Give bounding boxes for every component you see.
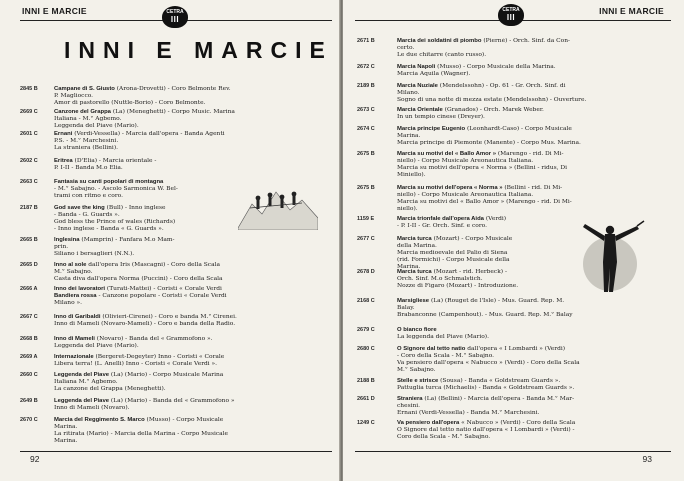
entry-title: Inno di Mameli <box>54 336 95 342</box>
entry-text: (Olivieri-Cirenei) - Coro e banda M.° Cirenei. <box>100 314 237 320</box>
entry-text: (Marengo - rid. Di Mi- <box>495 151 564 157</box>
entry-title: Inno di Garibaldi <box>54 314 101 320</box>
entry-description <box>397 38 657 59</box>
catalog-number: 2669 C <box>20 109 38 115</box>
entry-line <box>54 424 324 431</box>
entry-text: P.S. - M.° Marchesini. <box>54 138 119 145</box>
entry-line <box>54 300 324 307</box>
entry-text: (La) (Bellini) - Marcia dell'opera - Banda M.° Mar- <box>422 396 575 402</box>
entry-title: Stelle e strisce <box>397 378 439 384</box>
entry-text: (Pierné) - Orch. Sinf. da Con- <box>481 38 570 44</box>
entry-text: (La) (Rouget de l'Isle) - Mus. Guard. Rep. M. <box>429 298 565 304</box>
entry-title: Marcia dei soldatini di piombo <box>397 38 482 44</box>
footer-rule-left <box>20 451 332 452</box>
entry-text: trami con ritmo e coro. <box>54 193 123 200</box>
entry-line <box>397 90 657 97</box>
catalog-number: 2680 C <box>357 346 375 352</box>
entry-text: prin. <box>54 244 69 251</box>
entry-text: La ritirata (Mario) - Marcia della Marina - Corpo Musicale <box>54 431 229 438</box>
entry-text: Leggenda del Piave (Mario). <box>54 343 139 350</box>
entry-text: - P. I-II - Gr. Orch. Sinf. e coro. <box>397 223 487 230</box>
entry-description <box>54 109 324 130</box>
entry-line <box>397 83 657 90</box>
entry-line <box>397 410 657 417</box>
page-number-right: 93 <box>642 454 652 464</box>
entry-line <box>54 269 324 276</box>
entry-text: (Musso) - Corpo Musicale <box>144 417 224 423</box>
entry-text: dall'opera « I Lombardi » (Verdi) <box>465 346 566 352</box>
entry-line <box>397 165 657 172</box>
entry-text: Marina. <box>54 438 78 445</box>
entry-description <box>54 417 324 445</box>
entry-line <box>397 305 657 312</box>
entry-line <box>54 93 324 100</box>
entry-title: Va pensiero dall'opera <box>397 420 460 426</box>
entry-text: Inno di Mameli (Novaro). <box>54 405 130 412</box>
entry-text: (Mamprin) - Fanfara M.o Mam- <box>79 237 175 243</box>
entry-line <box>54 109 324 116</box>
entry-title: Marcia trionfale dall'opera Aida <box>397 216 484 222</box>
catalog-number: 2665 B <box>20 237 38 243</box>
entry-text: (Bull) - Inno inglese <box>104 205 166 211</box>
catalog-number: 2679 C <box>357 327 375 333</box>
entry-line <box>54 398 324 405</box>
entry-line <box>54 361 324 368</box>
catalog-number: 2189 B <box>357 83 375 89</box>
entry-text: Balay. <box>397 305 415 312</box>
entry-text: La canzone del Grappa (Meneghetti). <box>54 386 166 393</box>
entry-title: Canzone del Grappa <box>54 109 111 115</box>
entry-text: (Bergeret-Degeyter) Inno - Coristi « Corale <box>93 354 225 360</box>
entry-description <box>54 237 324 258</box>
catalog-number: 2666 A <box>20 286 38 292</box>
catalog-number: 2665 D <box>20 262 38 268</box>
left-page <box>0 0 340 481</box>
catalog-number: 2188 B <box>357 378 375 384</box>
mountain-hikers-illustration <box>238 178 318 230</box>
entry-line <box>54 438 324 445</box>
entry-line <box>397 360 657 367</box>
entry-text: - Inno inglese - Banda « G. Guards ». <box>54 226 164 233</box>
entry-line <box>54 165 324 172</box>
catalog-number: 2673 C <box>357 107 375 113</box>
entry-line <box>397 346 657 353</box>
entry-text: Miniello). <box>397 172 426 179</box>
entry-description <box>397 346 657 374</box>
entry-line <box>54 145 324 152</box>
entry-line <box>54 251 324 258</box>
catalog-number: 2668 B <box>20 336 38 342</box>
entry-text: (Sousa) - Banda « Goldstream Guards ». <box>438 378 561 384</box>
entry-line <box>54 379 324 386</box>
entry-line <box>397 140 657 147</box>
entry-description <box>397 126 657 147</box>
entry-line <box>397 185 657 192</box>
entry-text: della Marina. <box>397 243 437 250</box>
entry-line <box>397 312 657 319</box>
entry-line <box>397 192 657 199</box>
entry-text: certo. <box>397 45 415 52</box>
entry-line <box>397 385 657 392</box>
entry-text: (Turati-Mattei) - Coristi « Corale Verdi <box>105 286 222 292</box>
label-logo-icon: CETRA III <box>162 6 188 28</box>
entry-title: O bianco fiore <box>397 327 437 333</box>
entry-text: (Arona-Drovetti) - Coro Belmonte Rev. <box>114 86 231 92</box>
catalog-number: 2663 C <box>20 179 38 185</box>
entry-text: (Verdi) <box>483 216 507 222</box>
entry-text: Marcia Aquila (Wagner). <box>397 71 471 78</box>
entry-text: Marcia su motivi del « Ballo Amor » (Marengo - rid. Di Mi- <box>397 199 572 206</box>
entry-title: Inglesina <box>54 237 80 243</box>
entry-line <box>54 244 324 251</box>
running-head-left: INNI E MARCIE <box>22 6 87 16</box>
entry-text: Orch. Sinf. M.o Schmalstich. <box>397 276 483 283</box>
entry-description <box>54 314 324 328</box>
entry-line <box>397 420 657 427</box>
entry-text: (La) (Mario) - Corpo Musicale Marina <box>109 372 224 378</box>
entry-text: (Mendelssohn) - Op. 61 - Gr. Orch. Sinf. di <box>437 83 566 89</box>
entry-line <box>54 286 324 293</box>
entry-line <box>54 262 324 269</box>
entry-text: Ernani (Verdi-Vessella) - Banda M.° Marchesini. <box>397 410 540 417</box>
entry-line <box>54 321 324 328</box>
catalog-number: 2601 C <box>20 131 38 137</box>
label-logo-icon: CETRA III <box>498 4 524 26</box>
entry-text: (Novaro) - Banda del « Grammofono ». <box>94 336 213 342</box>
entry-line <box>54 336 324 343</box>
entry-line <box>54 237 324 244</box>
entry-title: Ernani <box>54 131 73 137</box>
entry-line <box>397 403 657 410</box>
catalog-number: 2187 B <box>20 205 38 211</box>
entry-text: La straniera (Bellini). <box>54 145 118 152</box>
entry-line <box>397 158 657 165</box>
entry-text: Marcia medioevale del Palio di Siena <box>397 250 508 257</box>
catalog-number: 2675 B <box>357 151 375 157</box>
entry-line <box>397 151 657 158</box>
entry-text: (rid. Formichi) - Corpo Musicale della <box>397 257 510 264</box>
entry-title: Marcia principe Eugenio <box>397 126 466 132</box>
catalog-number: 2677 C <box>357 236 375 242</box>
entry-text: Inno di Mameli (Novaro-Mameli) - Coro e banda della Radio. <box>54 321 236 328</box>
entry-title: Marcia Napoli <box>397 64 436 70</box>
entry-title: Eritrea <box>54 158 73 164</box>
catalog-number: 2602 C <box>20 158 38 164</box>
entry-text: Marina. <box>397 264 421 271</box>
entry-text: P. I-II - Banda M.o Elia. <box>54 165 123 172</box>
entry-line <box>397 427 657 434</box>
logo-label: CETRA <box>502 7 520 13</box>
entry-title: Internazionale <box>54 354 94 360</box>
entry-line <box>54 158 324 165</box>
entry-line <box>54 372 324 379</box>
entry-text: chesini. <box>397 403 421 410</box>
entry-text: P. Magliocco. <box>54 93 94 100</box>
entry-line <box>397 126 657 133</box>
entry-line <box>397 114 657 121</box>
entry-text: In un tempio cinese (Dreyer). <box>397 114 485 121</box>
entry-title: Marcia su motivi del « Ballo Amor » <box>397 151 496 157</box>
entry-line <box>397 97 657 104</box>
catalog-number: 2168 C <box>357 298 375 304</box>
entry-description <box>54 131 324 152</box>
entry-text: Nozze di Figaro (Mozart) - Introduzione. <box>397 283 519 290</box>
entry-description <box>397 151 657 179</box>
entry-description <box>397 185 657 213</box>
entry-line <box>54 293 324 300</box>
entry-title: Inno al sole <box>54 262 87 268</box>
catalog-number: 2649 B <box>20 398 38 404</box>
catalog-number: 1159 E <box>357 216 375 222</box>
entry-title: Marcia turca <box>397 236 432 242</box>
entry-description <box>397 420 657 441</box>
entry-text: Italiana M.° Agbemo. <box>54 379 118 386</box>
entry-text: (Leonhardt-Caso) - Corpo Musicale <box>465 126 572 132</box>
entry-text: - Canzone popolare - Coristi « Corale Verdi <box>96 293 227 300</box>
entry-text: niello). <box>397 206 418 213</box>
entry-text: (Mozart) - Corpo Musicale <box>431 236 513 242</box>
entry-text: Brabanconne (Campenhout). - Mus. Guard. Rep. M.° Balay <box>397 312 573 319</box>
entry-title: Marsigliese <box>397 298 430 304</box>
entry-description <box>54 158 324 172</box>
entry-title: God save the king <box>54 205 105 211</box>
entry-line <box>54 86 324 93</box>
entry-line <box>54 123 324 130</box>
entry-description <box>397 396 657 417</box>
entry-description <box>54 336 324 350</box>
entry-line <box>397 367 657 374</box>
entry-line <box>54 100 324 107</box>
entry-description <box>54 262 324 283</box>
entry-title: Straniera <box>397 396 423 402</box>
entry-text: Va pensiero dall'opera « Nabucco » (Verdi) - Coro della Scala <box>397 360 580 367</box>
entry-description <box>54 372 324 393</box>
entry-line <box>54 354 324 361</box>
entry-line <box>54 131 324 138</box>
footer-rule-right <box>355 451 671 452</box>
entry-description <box>54 286 324 307</box>
entry-line <box>54 405 324 412</box>
entry-title: Marcia del Reggimento S. Marco <box>54 417 145 423</box>
entry-description <box>397 298 657 319</box>
entry-text: Milano. <box>397 90 420 97</box>
entry-text: niello) - Corpo Musicale Areonautica Italiana. <box>397 192 534 199</box>
entry-title: Marcia Nuziale <box>397 83 438 89</box>
entry-text: (Bellini - rid. Di Mi- <box>502 185 563 191</box>
entry-text: Italiana - M.° Agbemo. <box>54 116 122 123</box>
entry-description <box>397 83 657 104</box>
entry-text: Le due chitarre (canto russo). <box>397 52 487 59</box>
entry-title: Leggenda del Piave <box>54 398 109 404</box>
entry-line <box>397 396 657 403</box>
catalog-number: 2678 D <box>357 269 375 275</box>
entry-title: Leggenda del Piave <box>54 372 109 378</box>
entry-title: Marcia su motivi dell'opera « Norma » <box>397 185 503 191</box>
entry-line <box>54 314 324 321</box>
entry-line <box>397 353 657 360</box>
entry-text: M.° Sabajno. <box>54 269 93 276</box>
entry-description <box>397 107 657 121</box>
entry-description <box>397 378 657 392</box>
entry-line <box>397 199 657 206</box>
entry-description <box>54 398 324 412</box>
entry-text: O Signore dal tetto natio dall'opera « I Lombardi » (Verdi) - <box>397 427 575 434</box>
entry-line <box>397 38 657 45</box>
entry-line <box>54 417 324 424</box>
entry-text: (La) (Meneghetti) - Corpo Music. Marina <box>110 109 235 115</box>
entry-title: Marcia turca <box>397 269 432 275</box>
entry-line <box>397 334 657 341</box>
entry-description <box>397 327 657 341</box>
catalog-number: 2667 C <box>20 314 38 320</box>
entry-line <box>397 52 657 59</box>
entry-line <box>397 64 657 71</box>
entry-text: - Coro della Scala - M.° Sabajno. <box>397 353 495 360</box>
page-number-left: 92 <box>30 454 40 464</box>
catalog-number: 2670 C <box>20 417 38 423</box>
right-page <box>343 0 684 481</box>
entry-text: (Mozart - rid. Herbeck) - <box>431 269 507 275</box>
entry-text: Marcia su motivi dell'opera « Norma » (Bellini - ridus, Di <box>397 165 567 172</box>
entry-line <box>397 45 657 52</box>
entry-title: Bandiera rossa <box>54 293 97 300</box>
trumpeter-illustration <box>575 218 645 296</box>
entry-title: O Signore dal tetto natio <box>397 346 466 352</box>
entry-line <box>397 107 657 114</box>
entry-title: Inno dei lavoratori <box>54 286 106 292</box>
section-title: INNI E MARCIE <box>64 37 333 63</box>
catalog-number: 2661 D <box>357 396 375 402</box>
entry-text: Libera terra! (L. Anelli) Inno - Coristi « Corale Verdi ». <box>54 361 218 368</box>
catalog-number: 2675 B <box>357 185 375 191</box>
entry-text: Coro della Scala - M.° Sabajno. <box>397 434 491 441</box>
entry-text: Sogno di una notte di mezza estate (Mendelssohn) - Ouverture. <box>397 97 587 104</box>
entry-title: Marcia Orientale <box>397 107 443 113</box>
catalog-number: 2669 A <box>20 354 38 360</box>
entry-text: La leggenda del Piave (Mario). <box>397 334 489 341</box>
entry-text: Leggenda del Piave (Mario). <box>54 123 139 130</box>
entry-line <box>397 378 657 385</box>
entry-description <box>54 86 324 107</box>
entry-line <box>54 276 324 283</box>
logo-label: CETRA <box>166 9 184 15</box>
entry-line <box>397 298 657 305</box>
entry-line <box>397 434 657 441</box>
entry-title: Campane di S. Giusto <box>54 86 115 92</box>
entry-text: God bless the Prince of wales (Richards) <box>54 219 176 226</box>
entry-text: Siliano i bersaglieri (N.N.). <box>54 251 135 258</box>
entry-text: (Musso) - Corpo Musicale della Marina. <box>435 64 556 70</box>
entry-text: Pattuglia turca (Michaelis) - Banda « Goldstream Guards ». <box>397 385 575 392</box>
catalog-number: 1249 C <box>357 420 375 426</box>
entry-line <box>397 206 657 213</box>
entry-line <box>397 71 657 78</box>
running-head-right: INNI E MARCIE <box>599 6 664 16</box>
entry-line <box>54 431 324 438</box>
entry-line <box>397 327 657 334</box>
entry-line <box>54 386 324 393</box>
entry-title: Fantasia su canti popolari di montagna <box>54 179 164 185</box>
entry-description <box>397 64 657 78</box>
entry-text: - Banda - G. Guards ». <box>54 212 120 219</box>
entry-text: Amor di pastorello (Nuttle-Borio) - Coro Belmonte. <box>54 100 206 107</box>
catalog-number: 2671 B <box>357 38 375 44</box>
entry-line <box>54 116 324 123</box>
entry-description <box>54 354 324 368</box>
entry-text: Marina. <box>54 424 78 431</box>
entry-text: niello) - Corpo Musicale Areonautica Italiana. <box>397 158 534 165</box>
catalog-number: 2845 B <box>20 86 38 92</box>
entry-text: dall'opera Iris (Mascagni) - Coro della Scala <box>86 262 220 268</box>
entry-text: Marcia principe di Piemonte (Manente) - Corpo Mus. Marina. <box>397 140 581 147</box>
entry-text: Milano ». <box>54 300 83 307</box>
entry-line <box>397 172 657 179</box>
entry-text: « Nabucco » (Verdi) - Coro della Scala <box>459 420 576 426</box>
entry-text: (La) (Mario) - Banda del « Grammofono » <box>109 398 235 404</box>
catalog-number: 2672 C <box>357 64 375 70</box>
entry-text: Casta diva dall'opera Norma (Puccini) - Coro della Scala <box>54 276 223 283</box>
entry-text: (D'Elia) - Marcia orientale - <box>72 158 157 164</box>
entry-text: (Granados) - Orch. Marek Weber. <box>442 107 544 113</box>
entry-line <box>54 138 324 145</box>
entry-text: - M.° Sabajno. - Ascolo Sarmonica W. Bel- <box>54 186 178 193</box>
catalog-number: 2660 C <box>20 372 38 378</box>
catalog-number: 2674 C <box>357 126 375 132</box>
entry-text: Marina. <box>397 133 421 140</box>
entry-line <box>54 343 324 350</box>
entry-text: M.° Sabajno. <box>397 367 436 374</box>
entry-line <box>397 133 657 140</box>
entry-text: (Verdi-Vessella) - Marcia dall'opera - Banda Agenti <box>72 131 225 137</box>
